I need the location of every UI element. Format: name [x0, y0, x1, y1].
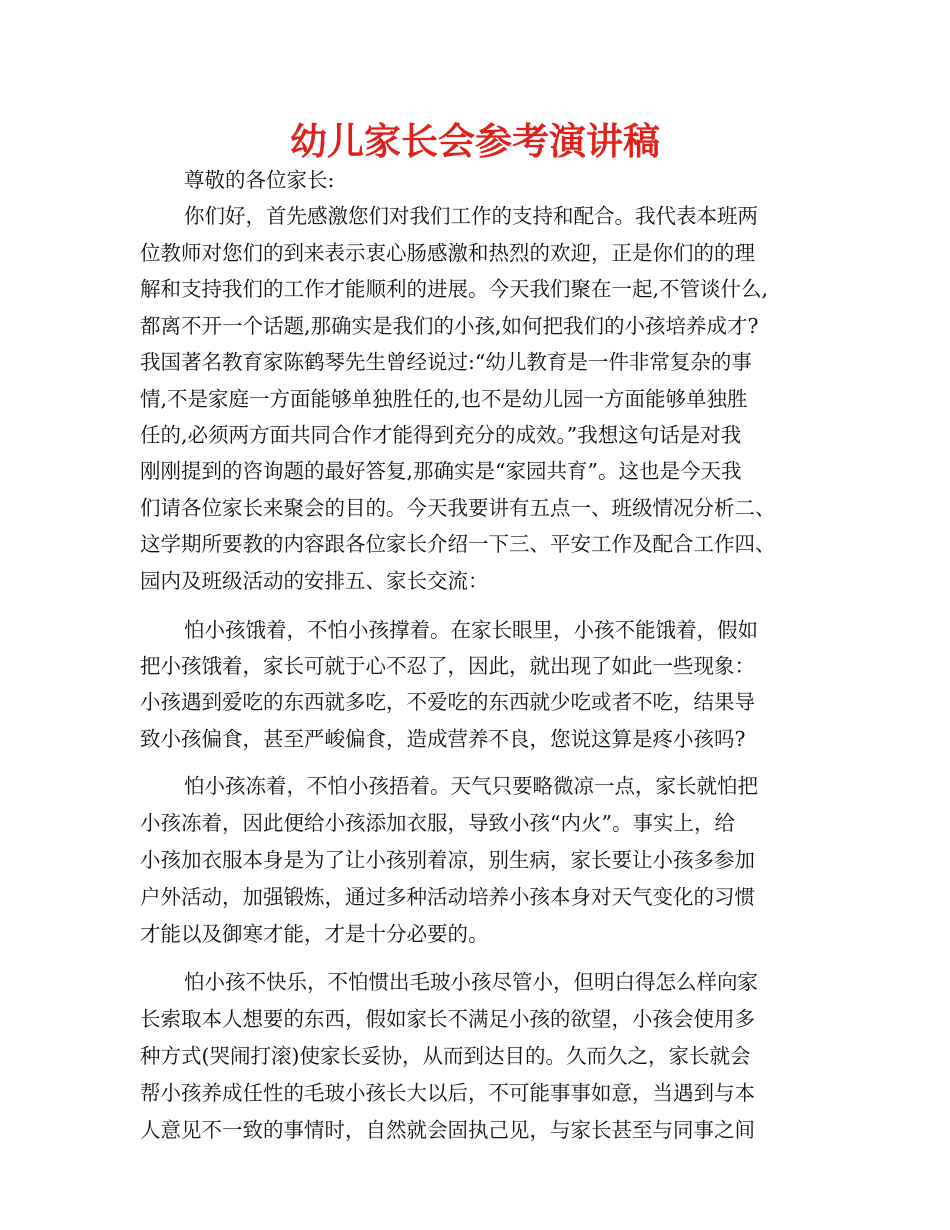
- body-line: 情,不是家庭一方面能够单独胜任的,也不是幼儿园一方面能够单独胜: [140, 387, 748, 411]
- document-title: 幼儿家长会参考演讲稿: [290, 120, 660, 163]
- body-line: 致小孩偏食，甚至严峻偏食，造成营养不良，您说这算是疼小孩吗?: [140, 727, 746, 751]
- body-line: 怕小孩冻着，不怕小孩捂着。天气只要略微凉一点，家长就怕把: [184, 774, 758, 798]
- body-line: 小孩遇到爱吃的东西就多吃，不爱吃的东西就少吃或者不吃，结果导: [140, 690, 755, 714]
- body-line: 把小孩饿着，家长可就于心不忍了，因此，就出现了如此一些现象：: [140, 654, 755, 678]
- body-line: 才能以及御寒才能，才是十分必要的。: [140, 922, 489, 946]
- body-line: 帮小孩养成任性的毛玻小孩长大以后，不可能事事如意，当遇到与本: [140, 1081, 755, 1105]
- body-line: 位教师对您们的到来表示衷心肠感激和热烈的欢迎，正是你们的的理: [140, 241, 755, 265]
- body-line: 我国著名教育家陈鹤琴先生曾经说过:“幼儿教育是一件非常复杂的事: [140, 350, 752, 374]
- body-line: 人意见不一致的事情时，自然就会固执己见，与家长甚至与同事之间: [140, 1118, 755, 1142]
- body-line: 解和支持我们的工作才能顺利的进展。今天我们聚在一起,不管谈什么,: [140, 277, 769, 301]
- body-line: 长索取本人想要的东西，假如家长不满足小孩的欲望，小孩会使用多: [140, 1007, 755, 1031]
- body-line: 怕小孩饿着，不怕小孩撑着。在家长眼里，小孩不能饿着，假如: [184, 618, 758, 642]
- body-line: 怕小孩不快乐，不怕惯出毛玻小孩尽管小，但明白得怎么样向家: [184, 970, 758, 994]
- body-line: 任的,必须两方面共同合作才能得到充分的成效。”我想这句话是对我: [140, 423, 742, 447]
- body-line: 园内及班级活动的安排五、家长交流：: [140, 569, 489, 593]
- body-line: 刚刚提到的咨询题的最好答复,那确实是“家园共育”。这也是今天我: [140, 459, 742, 483]
- body-line: 都离不开一个话题,那确实是我们的小孩,如何把我们的小孩培养成才?: [140, 314, 759, 338]
- body-line: 这学期所要教的内容跟各位家长介绍一下三、平安工作及配合工作四、: [140, 532, 776, 556]
- body-line: 尊敬的各位家长:: [184, 168, 335, 192]
- body-line: 小孩冻着，因此便给小孩添加衣服，导致小孩“内火”。事实上，给: [140, 811, 735, 835]
- body-line: 种方式(哭闹打滚)使家长妥协，从而到达目的。久而久之，家长就会: [140, 1044, 751, 1068]
- body-line: 你们好，首先感激您们对我们工作的支持和配合。我代表本班两: [184, 204, 758, 228]
- body-line: 们请各位家长来聚会的目的。今天我要讲有五点一、班级情况分析二、: [140, 496, 776, 520]
- body-line: 户外活动，加强锻炼，通过多种活动培养小孩本身对天气变化的习惯: [140, 885, 755, 909]
- body-line: 小孩加衣服本身是为了让小孩别着凉，别生病，家长要让小孩多参加: [140, 848, 755, 872]
